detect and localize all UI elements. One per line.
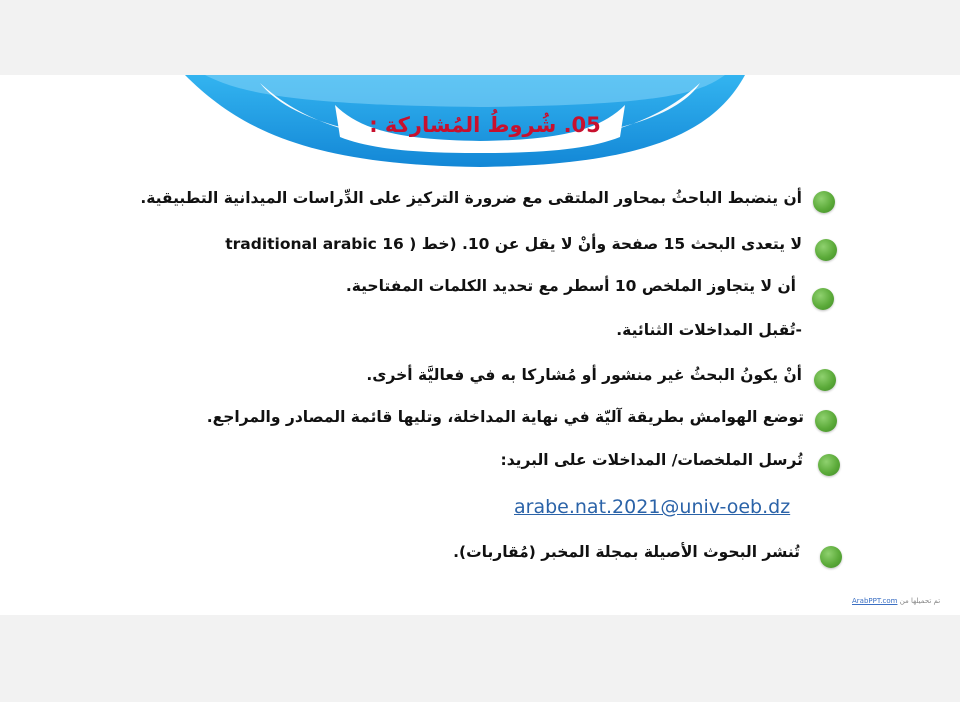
bullet-icon [813,191,835,213]
footer-credit [852,597,940,605]
email-link[interactable]: arabe.nat.2021@univ-oeb.dz [514,496,791,518]
list-item: -تُقبل المداخلات الثنائية. [616,321,802,339]
footer-prefix: تم تحميلها من [899,597,941,605]
list-item: أن لا يتجاوز الملخص 10 أسطر مع تحديد الكلمات المفتاحية. [345,277,796,295]
list-item: أنْ يكونُ البحثُ غير منشور أو مُشاركا به في فعاليَّة أخرى. [366,366,802,384]
list-item: لا يتعدى البحث 15 صفحة وأنْ لا يقل عن 10. (خط ( traditional arabic 16 [225,235,802,253]
list-item: أن ينضبط الباحثُ بمحاور الملتقى مع ضرورة التركيز على الدِّراسات الميدانية التطبيقية. [140,189,802,207]
title-banner [0,75,960,175]
bullet-icon [812,288,834,310]
bullet-icon [820,546,842,568]
list-item: توضع الهوامش بطريقة آليّة في نهاية المداخلة، وتليها قائمة المصادر والمراجع. [206,408,804,426]
bullet-icon [815,239,837,261]
bullet-icon [818,454,840,476]
slide-title: 05. شُروطُ المُشاركة : [369,113,601,137]
bullet-icon [814,369,836,391]
list-item: تُنشر البحوث الأصيلة بمجلة المخبر (مُقاربات). [453,543,800,561]
footer-link[interactable]: ArabPPT.com [852,597,898,605]
bullet-icon [815,410,837,432]
list-item: تُرسل الملخصات/ المداخلات على البريد: [500,451,803,469]
slide [0,75,960,615]
